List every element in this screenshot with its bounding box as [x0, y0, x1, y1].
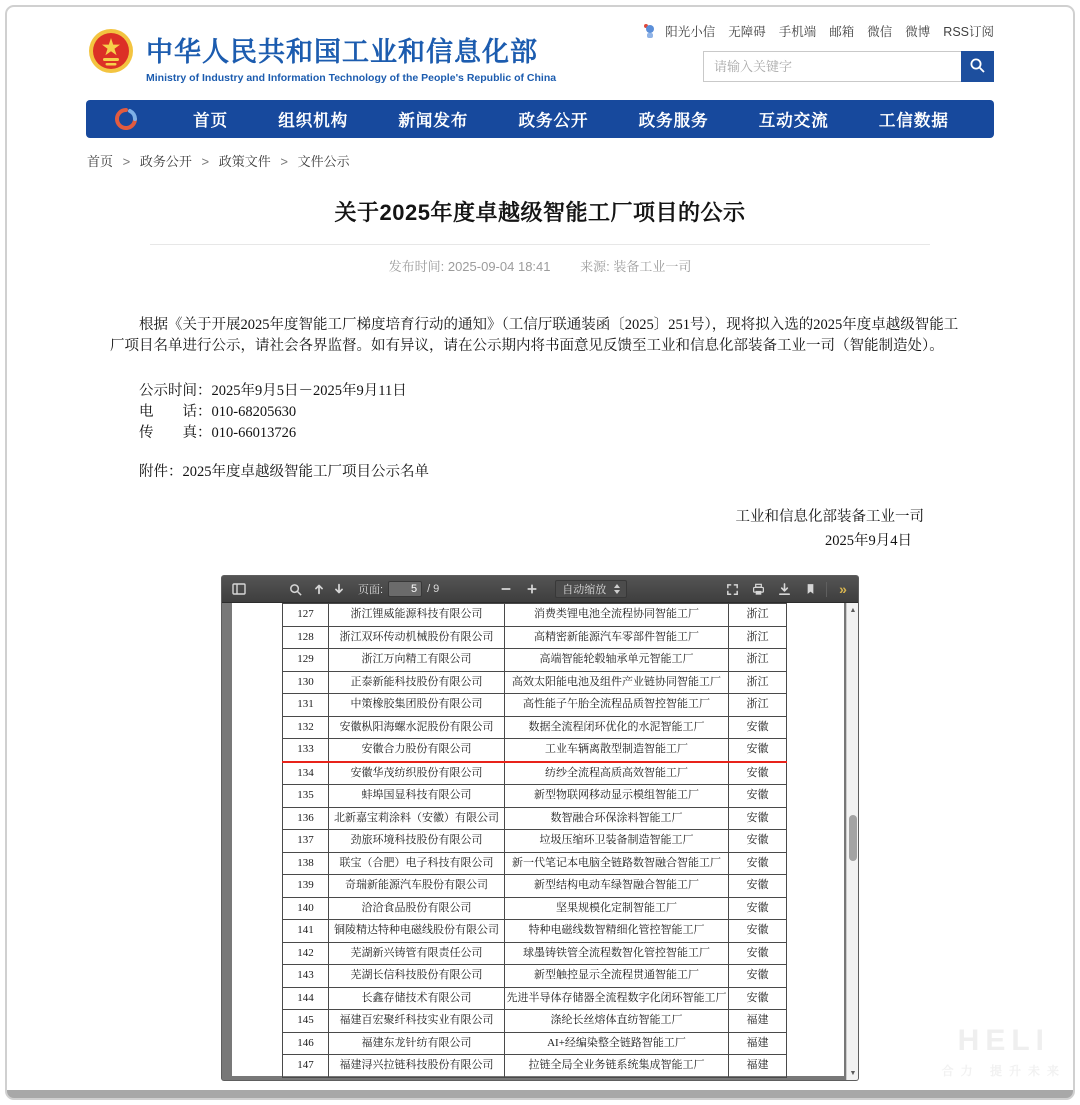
cell-project: 先进半导体存储器全流程数字化闭环智能工厂: [505, 987, 729, 1010]
cell-no: 130: [283, 671, 329, 694]
cell-company: 北新嘉宝莉涂料（安徽）有限公司: [329, 807, 505, 830]
cell-company: 浙江双环传动机械股份有限公司: [329, 626, 505, 649]
cell-province: 浙江: [729, 626, 787, 649]
cell-project: 消费类锂电池全流程协同智能工厂: [505, 604, 729, 627]
table-row: [283, 604, 787, 627]
sidebar-toggle-icon: [231, 581, 247, 597]
zoom-out-button[interactable]: [497, 580, 515, 598]
cell-project: 高精密新能源汽车零部件智能工厂: [505, 626, 729, 649]
cell-province: 安徽: [729, 807, 787, 830]
signer: 工业和信息化部装备工业一司: [735, 509, 924, 525]
cell-project: 纺纱全流程高质高效智能工厂: [505, 762, 729, 785]
ministry-name-en: Ministry of Industry and Information Technology of the People's Republic of China: [146, 72, 557, 84]
cell-no: 139: [283, 875, 329, 898]
cell-no: 138: [283, 852, 329, 875]
cell-project: AI+经编染整全链路智能工厂: [505, 1032, 729, 1055]
cell-no: 141: [283, 920, 329, 943]
more-tools-button[interactable]: »: [839, 581, 847, 597]
cell-no: 137: [283, 830, 329, 853]
cell-province: 浙江: [729, 604, 787, 627]
page-total: / 9: [427, 583, 440, 595]
cell-no: 127: [283, 604, 329, 627]
pdf-content-area: [222, 603, 858, 1080]
table-row: [283, 739, 787, 762]
table-row: [283, 830, 787, 853]
print-button[interactable]: [749, 580, 767, 598]
cell-no: 143: [283, 965, 329, 988]
project-table: [282, 603, 787, 1078]
article: [110, 196, 970, 552]
link-sunshine-xiaoxin[interactable]: 阳光小信: [665, 25, 716, 39]
table-row: [283, 920, 787, 943]
table-row: [283, 626, 787, 649]
cell-province: 浙江: [729, 694, 787, 717]
cell-province: 安徽: [729, 920, 787, 943]
cell-company: 安徽枞阳海螺水泥股份有限公司: [329, 716, 505, 739]
table-row: [283, 807, 787, 830]
cell-province: 安徽: [729, 762, 787, 785]
cell-province: 安徽: [729, 716, 787, 739]
breadcrumb-separator: >: [122, 154, 131, 169]
page-title: 关于2025年度卓越级智能工厂项目的公示: [334, 200, 746, 225]
fax-line: 传 真：010-66013726: [139, 425, 297, 441]
table-row: [283, 1010, 787, 1033]
cell-province: 安徽: [729, 965, 787, 988]
table-row: [283, 942, 787, 965]
table-row: [283, 649, 787, 672]
nav-item-organization[interactable]: 组织机构: [278, 112, 349, 130]
link-rss[interactable]: RSS订阅: [943, 25, 994, 39]
cell-company: 福建东龙针纺有限公司: [329, 1032, 505, 1055]
table-row: [283, 671, 787, 694]
main-nav: [86, 100, 994, 138]
zoom-mode-select[interactable]: [555, 580, 627, 598]
link-accessibility[interactable]: 无障碍: [728, 25, 766, 39]
breadcrumb-home[interactable]: 首页: [87, 154, 114, 169]
cell-company: 铜陵精达特种电磁线股份有限公司: [329, 920, 505, 943]
download-icon: [777, 582, 792, 597]
watermark-slogan: 合力 提升未来: [941, 1064, 1066, 1078]
contact-block: [110, 381, 970, 444]
cell-project: 涤纶长丝熔体直纺智能工厂: [505, 1010, 729, 1033]
cell-company: 安徽华茂纺织股份有限公司: [329, 762, 505, 785]
mascot-icon: [643, 24, 656, 39]
cell-province: 福建: [729, 1032, 787, 1055]
cell-no: 140: [283, 897, 329, 920]
national-emblem-logo: [88, 26, 134, 78]
page-label: 页面:: [358, 584, 384, 596]
arrow-down-icon: [332, 582, 346, 596]
table-row: [283, 1055, 787, 1078]
cell-project: 新型触控显示全流程贯通智能工厂: [505, 965, 729, 988]
cell-project: 特种电磁线数智精细化管控智能工厂: [505, 920, 729, 943]
table-row: [283, 965, 787, 988]
cell-company: 洽洽食品股份有限公司: [329, 897, 505, 920]
cell-no: 147: [283, 1055, 329, 1078]
presentation-mode-button[interactable]: [723, 580, 741, 598]
table-row: [283, 1032, 787, 1055]
phone-line: 电 话：010-68205630: [139, 404, 297, 420]
attachment-line: 附件：2025年度卓越级智能工厂项目公示名单: [139, 464, 429, 480]
site-search: [703, 51, 994, 82]
bookmark-button[interactable]: [801, 580, 819, 598]
nav-items: [138, 107, 994, 131]
nav-item-news[interactable]: 新闻发布: [398, 112, 469, 130]
link-mobile[interactable]: 手机端: [778, 25, 817, 39]
table-row: [283, 785, 787, 808]
pdf-scrollbar[interactable]: [846, 603, 858, 1080]
toolbar-separator: [826, 582, 827, 597]
scrollbar-down-arrow[interactable]: ▼: [849, 1069, 857, 1077]
cell-project: 拉链全局全业务链系统集成智能工厂: [505, 1055, 729, 1078]
search-button[interactable]: [961, 51, 994, 82]
cell-project: 高效太阳能电池及组件产业链协同智能工厂: [505, 671, 729, 694]
cell-no: 136: [283, 807, 329, 830]
table-row: [283, 897, 787, 920]
pdf-viewer: [222, 576, 858, 1080]
article-source: 来源: 装备工业一司: [580, 259, 692, 274]
search-input[interactable]: [703, 51, 961, 82]
search-icon: [288, 582, 303, 597]
next-page-button[interactable]: [330, 580, 348, 598]
scrollbar-up-arrow[interactable]: ▲: [849, 606, 857, 614]
cell-project: 新型物联网移动显示模组智能工厂: [505, 785, 729, 808]
notice-period: 公示时间：2025年9月5日－2025年9月11日: [139, 383, 407, 399]
cell-company: 福建浔兴拉链科技股份有限公司: [329, 1055, 505, 1078]
publish-time: 发布时间: 2025-09-04 18:41: [388, 259, 551, 274]
table-row: [283, 694, 787, 717]
cell-no: 128: [283, 626, 329, 649]
top-utility-links: [643, 22, 994, 40]
cell-province: 安徽: [729, 785, 787, 808]
ministry-name-cn: 中华人民共和国工业和信息化部: [146, 37, 538, 67]
cell-project: 垃圾压缩环卫装备制造智能工厂: [505, 830, 729, 853]
table-row: [283, 716, 787, 739]
cell-company: 联宝（合肥）电子科技有限公司: [329, 852, 505, 875]
ministry-title-block: [146, 30, 556, 84]
cell-province: 安徽: [729, 830, 787, 853]
pdf-toolbar: [222, 576, 858, 603]
title-divider: [150, 244, 930, 245]
sidebar-toggle-button[interactable]: [230, 580, 248, 598]
breadcrumb-separator: >: [280, 154, 288, 169]
cell-province: 安徽: [729, 897, 787, 920]
cell-company: 蚌埠国显科技有限公司: [329, 785, 505, 808]
cell-province: 浙江: [729, 671, 787, 694]
article-body: [110, 315, 970, 552]
cell-project: 新型结构电动车绿智融合智能工厂: [505, 875, 729, 898]
nav-item-gov-disclosure[interactable]: 政务公开: [518, 112, 589, 130]
printer-icon: [751, 582, 766, 597]
link-wechat[interactable]: 微信: [867, 25, 893, 39]
cell-project: 坚果规模化定制智能工厂: [505, 897, 729, 920]
nav-item-data[interactable]: 工信数据: [878, 112, 949, 130]
nav-item-interaction[interactable]: 互动交流: [758, 112, 829, 130]
pdf-page: [232, 603, 844, 1076]
plus-icon: [525, 582, 539, 596]
table-row: [283, 875, 787, 898]
zoom-in-button[interactable]: [523, 580, 541, 598]
bottom-bar: [7, 1090, 1073, 1099]
cell-no: 132: [283, 716, 329, 739]
cell-no: 133: [283, 739, 329, 762]
cell-province: 安徽: [729, 739, 787, 762]
cell-province: 福建: [729, 1010, 787, 1033]
cell-company: 长鑫存储技术有限公司: [329, 987, 505, 1010]
nav-item-gov-service[interactable]: 政务服务: [638, 112, 709, 130]
cell-company: 浙江锂威能源科技有限公司: [329, 604, 505, 627]
cell-project: 球墨铸铁管全流程数智化管控智能工厂: [505, 942, 729, 965]
nav-item-home[interactable]: 首页: [193, 112, 229, 130]
breadcrumb: [87, 151, 350, 170]
pdf-table-body: [283, 604, 787, 1078]
cell-no: 142: [283, 942, 329, 965]
table-row: [283, 987, 787, 1010]
zoom-mode-value: 自动缩放: [562, 584, 607, 596]
table-row: [283, 762, 787, 785]
breadcrumb-gov-disclosure[interactable]: 政务公开: [139, 154, 192, 169]
cell-no: 144: [283, 987, 329, 1010]
cell-project: 工业车辆离散型制造智能工厂: [505, 739, 729, 762]
find-button[interactable]: [286, 580, 304, 598]
cell-no: 146: [283, 1032, 329, 1055]
breadcrumb-file-publicity[interactable]: 文件公示: [297, 154, 350, 169]
cell-company: 安徽合力股份有限公司: [329, 739, 505, 762]
bookmark-icon: [804, 582, 817, 596]
cell-project: 数据全流程闭环优化的水泥智能工厂: [505, 716, 729, 739]
cell-province: 安徽: [729, 987, 787, 1010]
select-caret-icon: [614, 584, 620, 594]
cell-company: 福建百宏聚纤科技实业有限公司: [329, 1010, 505, 1033]
scrollbar-thumb[interactable]: [849, 815, 857, 861]
minus-icon: [499, 582, 513, 596]
previous-page-button[interactable]: [310, 580, 328, 598]
sign-date: 2025年9月4日: [825, 533, 912, 549]
cell-company: 中策橡胶集团股份有限公司: [329, 694, 505, 717]
page-number-input[interactable]: [388, 581, 422, 597]
cell-no: 131: [283, 694, 329, 717]
cell-province: 安徽: [729, 852, 787, 875]
download-button[interactable]: [775, 580, 793, 598]
site-header: [86, 14, 994, 96]
cell-province: 浙江: [729, 649, 787, 672]
fullscreen-icon: [725, 582, 740, 597]
table-row: [283, 852, 787, 875]
watermark-brand: HELI: [957, 1024, 1050, 1057]
article-paragraph: 根据《关于开展2025年度智能工厂梯度培育行动的通知》（工信厅联通装函〔2025〕251号），现将拟入选的2025年度卓越级智能工厂项目名单进行公示，请社会各界监督。如有异议，请在公示期内将书面意见反馈至工业和信息化部装备工业一司（智能制造处）。: [110, 317, 959, 354]
cell-project: 数智融合环保涂料智能工厂: [505, 807, 729, 830]
cell-company: 芜湖新兴铸管有限责任公司: [329, 942, 505, 965]
cell-no: 134: [283, 762, 329, 785]
cell-company: 芜湖长信科技股份有限公司: [329, 965, 505, 988]
cell-no: 135: [283, 785, 329, 808]
cell-company: 正泰新能科技股份有限公司: [329, 671, 505, 694]
cell-company: 奇瑞新能源汽车股份有限公司: [329, 875, 505, 898]
breadcrumb-separator: >: [201, 154, 210, 169]
link-weibo[interactable]: 微博: [905, 25, 931, 39]
heli-watermark: [942, 1024, 1066, 1079]
cell-province: 安徽: [729, 875, 787, 898]
cell-no: 145: [283, 1010, 329, 1033]
search-icon: [969, 57, 986, 77]
breadcrumb-policy-files[interactable]: 政策文件: [218, 154, 271, 169]
cell-project: 高性能子午胎全流程品质智控智能工厂: [505, 694, 729, 717]
cell-no: 129: [283, 649, 329, 672]
link-mailbox[interactable]: 邮箱: [829, 25, 855, 39]
cell-project: 新一代笔记本电脑全链路数智融合智能工厂: [505, 852, 729, 875]
cell-company: 劲旅环境科技股份有限公司: [329, 830, 505, 853]
cell-company: 浙江万向精工有限公司: [329, 649, 505, 672]
miit-swirl-icon: [114, 107, 138, 131]
arrow-up-icon: [312, 582, 326, 596]
cell-province: 福建: [729, 1055, 787, 1078]
cell-province: 安徽: [729, 942, 787, 965]
cell-project: 高端智能轮毂轴承单元智能工厂: [505, 649, 729, 672]
article-meta: [110, 256, 970, 275]
